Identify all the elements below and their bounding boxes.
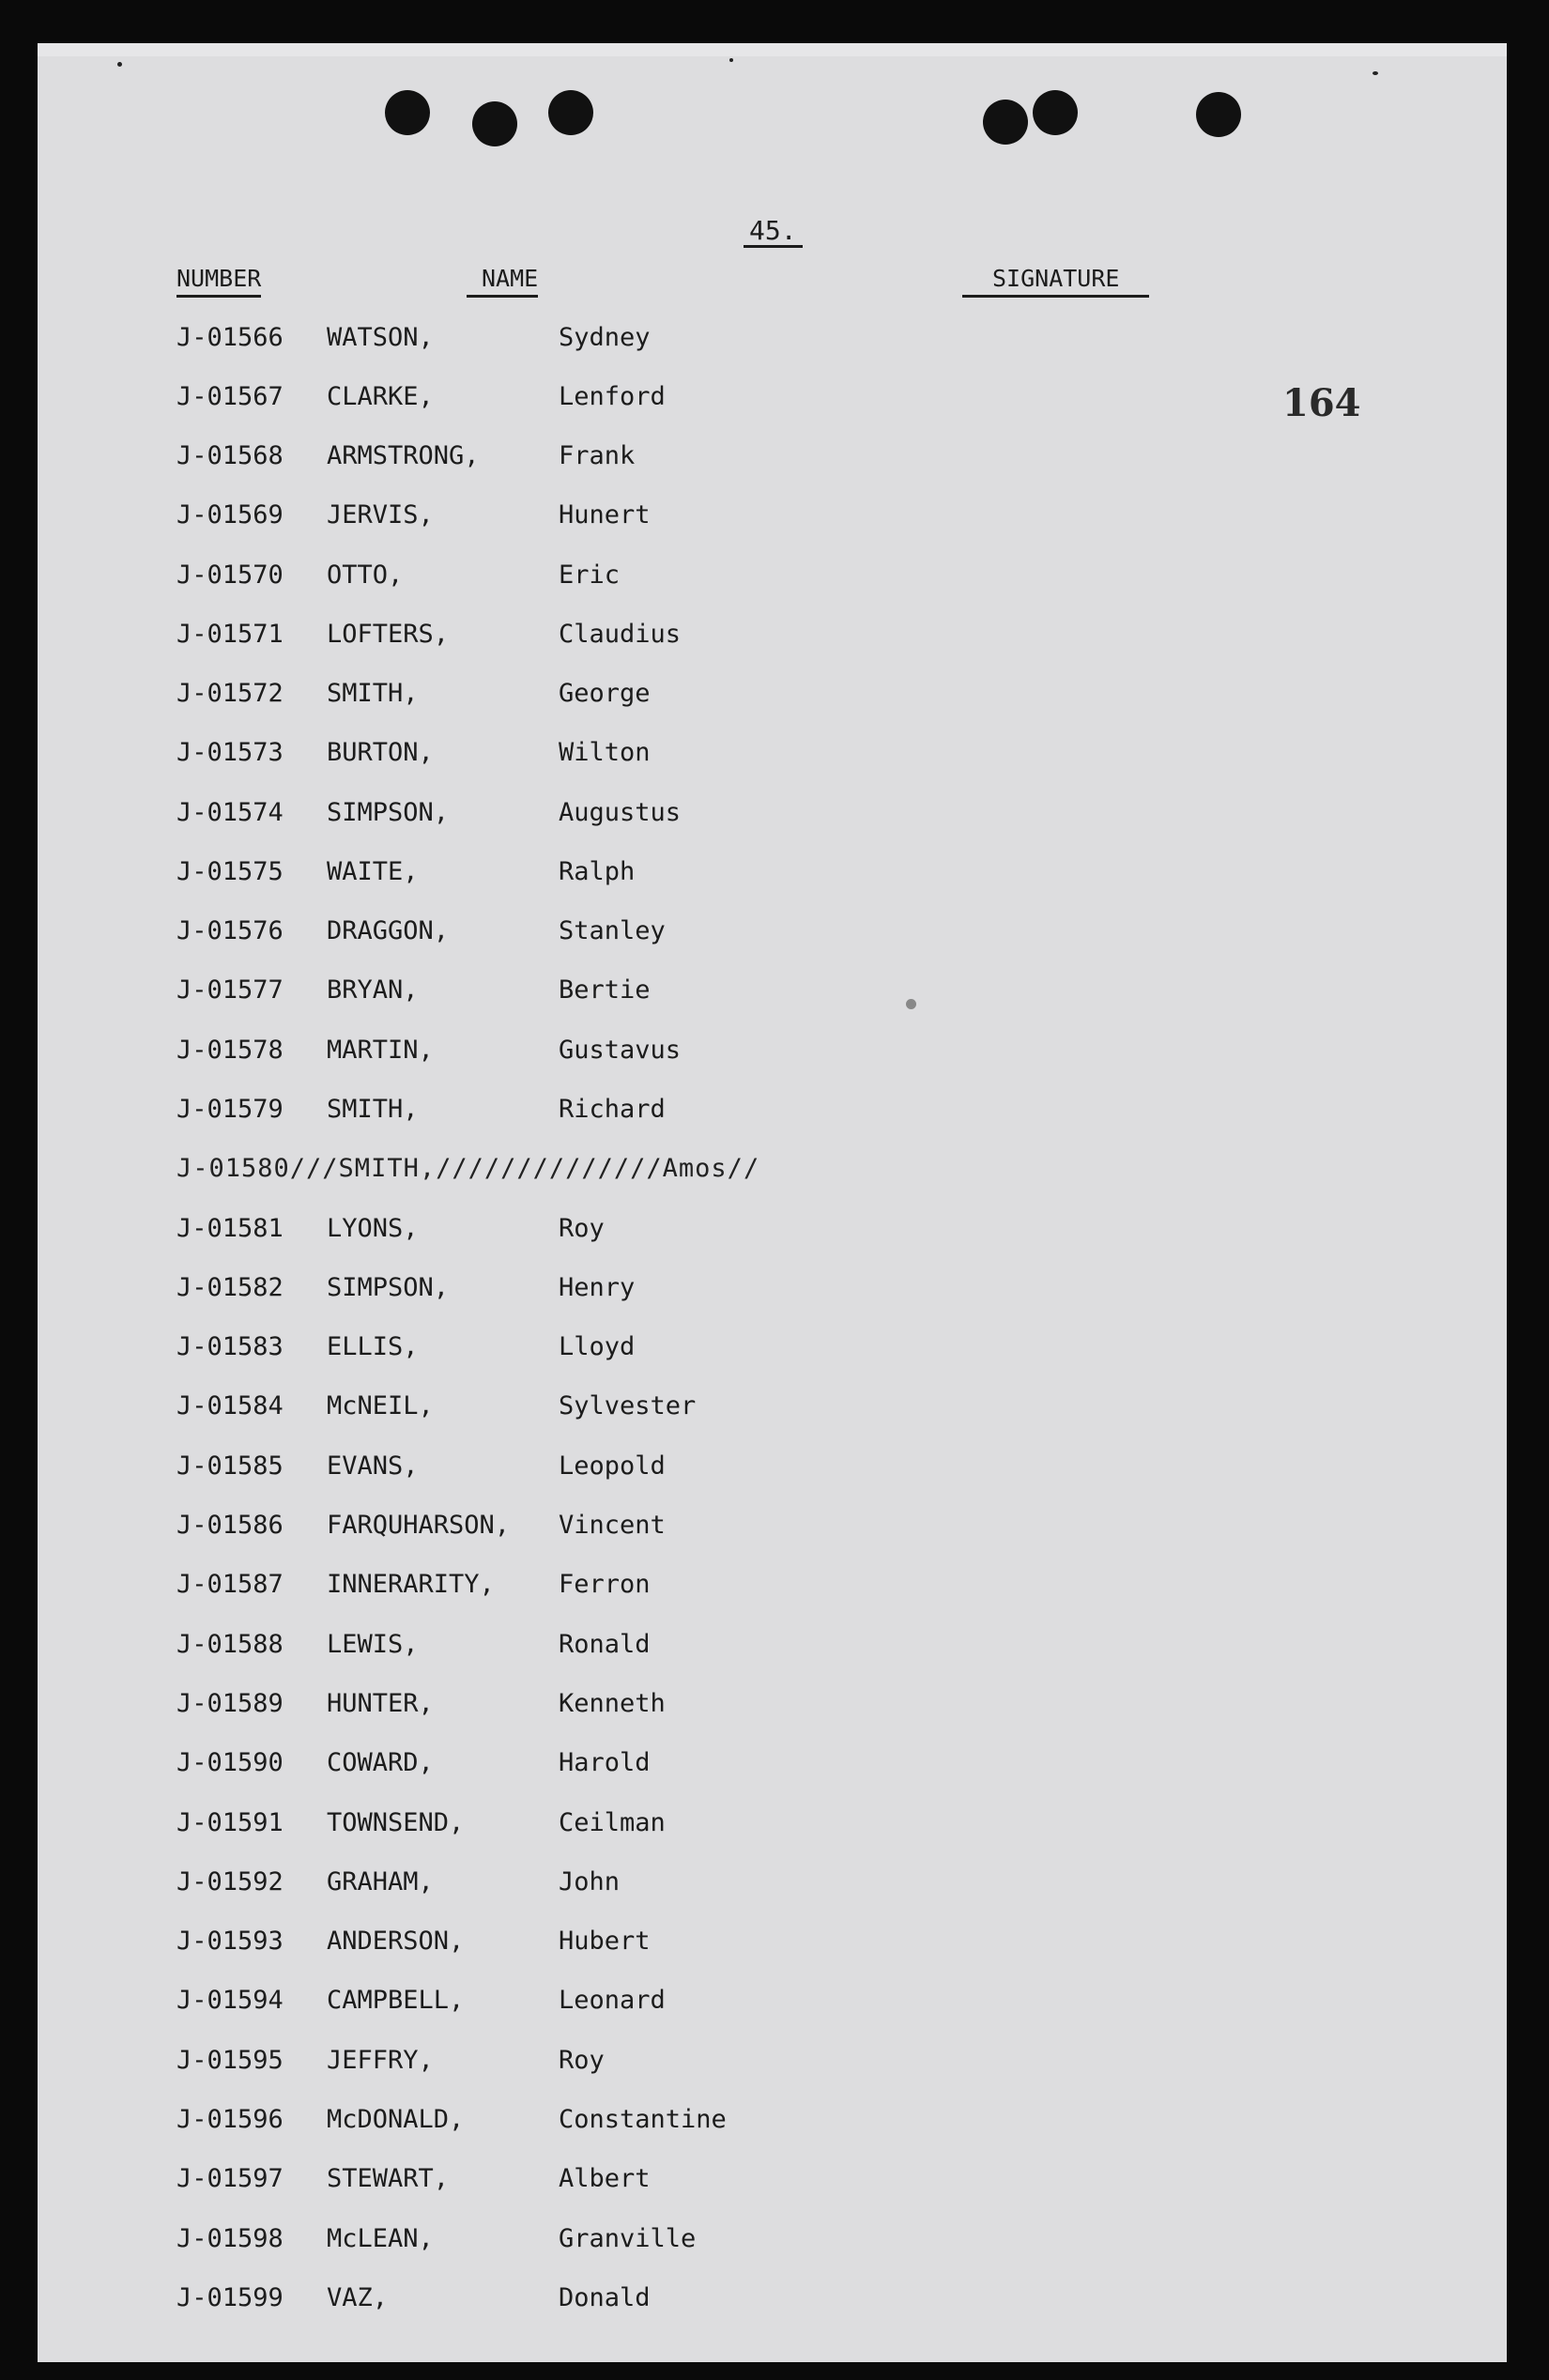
- list-item: [0, 1095, 1549, 1132]
- entry-given-name: Sylvester: [559, 1391, 697, 1420]
- entry-surname: INNERARITY,: [327, 1570, 495, 1599]
- list-item: [0, 2283, 1549, 2321]
- entry-given-name: Ceilman: [559, 1808, 666, 1837]
- list-item: [0, 323, 1549, 361]
- entry-given-name: Ralph: [559, 857, 636, 886]
- list-item: [0, 382, 1549, 420]
- entry-surname: ELLIS,: [327, 1332, 419, 1361]
- list-item: [0, 1332, 1549, 1370]
- entry-surname: LOFTERS,: [327, 620, 450, 649]
- entry-given-name: Vincent: [559, 1511, 666, 1540]
- entry-number: J-01577: [176, 975, 284, 1005]
- list-item: [0, 1214, 1549, 1251]
- list-item: [0, 1451, 1549, 1489]
- list-item: [0, 975, 1549, 1013]
- entry-number: J-01597: [176, 2164, 284, 2193]
- entry-number: J-01594: [176, 1986, 284, 2015]
- entry-surname: SMITH,: [327, 1095, 419, 1124]
- entry-surname: McDONALD,: [327, 2105, 465, 2134]
- list-item: [0, 2105, 1549, 2142]
- entry-number: J-01571: [176, 620, 284, 649]
- entry-surname: CAMPBELL,: [327, 1986, 465, 2015]
- entry-number: J-01595: [176, 2046, 284, 2075]
- entry-given-name: Hubert: [559, 1927, 651, 1956]
- list-item: [0, 2046, 1549, 2083]
- entry-number: J-01587: [176, 1570, 284, 1599]
- list-item: [0, 441, 1549, 479]
- entry-number: J-01570: [176, 560, 284, 590]
- entry-surname: STEWART,: [327, 2164, 450, 2193]
- list-item: [0, 1748, 1549, 1786]
- entry-surname: JEFFRY,: [327, 2046, 434, 2075]
- entry-number: J-01568: [176, 441, 284, 470]
- entry-given-name: Wilton: [559, 738, 651, 767]
- entry-number: J-01569: [176, 500, 284, 530]
- entry-number: J-01599: [176, 2283, 284, 2312]
- entry-surname: MARTIN,: [327, 1036, 434, 1065]
- entry-surname: EVANS,: [327, 1451, 419, 1481]
- entry-surname: VAZ,: [327, 2283, 389, 2312]
- entry-number: J-01589: [176, 1689, 284, 1718]
- entry-given-name: Lloyd: [559, 1332, 636, 1361]
- entry-number: J-01581: [176, 1214, 284, 1243]
- entry-surname: BRYAN,: [327, 975, 419, 1005]
- entry-surname: BURTON,: [327, 738, 434, 767]
- entry-surname: McLEAN,: [327, 2224, 434, 2253]
- entry-given-name: Claudius: [559, 620, 682, 649]
- list-item: [0, 738, 1549, 775]
- list-item: [0, 1273, 1549, 1311]
- entry-given-name: George: [559, 679, 651, 708]
- list-item: [0, 1867, 1549, 1905]
- entry-number: J-01573: [176, 738, 284, 767]
- list-item: [0, 916, 1549, 954]
- entry-surname: OTTO,: [327, 560, 404, 590]
- entry-given-name: Leopold: [559, 1451, 666, 1481]
- header-number: NUMBER: [176, 265, 261, 298]
- struck-list-item: [0, 1154, 1549, 1191]
- entry-given-name: Richard: [559, 1095, 666, 1124]
- entry-surname: HUNTER,: [327, 1689, 434, 1718]
- entry-surname: SIMPSON,: [327, 1273, 450, 1302]
- entry-given-name: Hunert: [559, 500, 651, 530]
- entry-given-name: Harold: [559, 1748, 651, 1777]
- entry-number: J-01598: [176, 2224, 284, 2253]
- list-item: [0, 1630, 1549, 1667]
- entry-number: J-01567: [176, 382, 284, 411]
- entry-surname: SMITH,: [327, 679, 419, 708]
- entry-number: J-01582: [176, 1273, 284, 1302]
- entry-number: J-01593: [176, 1927, 284, 1956]
- list-item: [0, 679, 1549, 716]
- entry-given-name: Bertie: [559, 975, 651, 1005]
- entry-given-name: Augustus: [559, 798, 682, 827]
- list-item: [0, 1511, 1549, 1548]
- entry-number: J-01566: [176, 323, 284, 352]
- entry-given-name: Roy: [559, 1214, 605, 1243]
- entry-given-name: Eric: [559, 560, 621, 590]
- entry-given-name: Roy: [559, 2046, 605, 2075]
- entry-surname: COWARD,: [327, 1748, 434, 1777]
- entry-given-name: Albert: [559, 2164, 651, 2193]
- list-item: [0, 620, 1549, 657]
- entry-number: J-01578: [176, 1036, 284, 1065]
- entry-given-name: Sydney: [559, 323, 651, 352]
- list-item: [0, 1986, 1549, 2023]
- entry-number: J-01579: [176, 1095, 284, 1124]
- entry-number: J-01588: [176, 1630, 284, 1659]
- list-item: [0, 1036, 1549, 1073]
- entry-given-name: Stanley: [559, 916, 666, 945]
- entry-number: J-01591: [176, 1808, 284, 1837]
- list-item: [0, 1808, 1549, 1846]
- entry-number: J-01586: [176, 1511, 284, 1540]
- entry-given-name: Leonard: [559, 1986, 666, 2015]
- header-name: NAME: [467, 265, 538, 298]
- entry-given-name: Granville: [559, 2224, 697, 2253]
- list-item: [0, 798, 1549, 836]
- entry-number: J-01583: [176, 1332, 284, 1361]
- entry-number: J-01590: [176, 1748, 284, 1777]
- entry-surname: WATSON,: [327, 323, 434, 352]
- entry-surname: ARMSTRONG,: [327, 441, 480, 470]
- entry-number: J-01585: [176, 1451, 284, 1481]
- entry-surname: SIMPSON,: [327, 798, 450, 827]
- stamp-number: 164: [1282, 381, 1361, 425]
- entry-surname: JERVIS,: [327, 500, 434, 530]
- entry-surname: CLARKE,: [327, 382, 434, 411]
- list-item: [0, 2164, 1549, 2202]
- entry-surname: FARQUHARSON,: [327, 1511, 511, 1540]
- list-item: [0, 1689, 1549, 1727]
- entry-given-name: Donald: [559, 2283, 651, 2312]
- list-item: [0, 500, 1549, 538]
- entry-given-name: John: [559, 1867, 621, 1896]
- page-number: 45.: [744, 218, 803, 248]
- entry-surname: ANDERSON,: [327, 1927, 465, 1956]
- entry-surname: GRAHAM,: [327, 1867, 434, 1896]
- entry-number: J-01592: [176, 1867, 284, 1896]
- entry-number: J-01584: [176, 1391, 284, 1420]
- header-signature: SIGNATURE: [962, 265, 1149, 298]
- entry-given-name: Henry: [559, 1273, 636, 1302]
- entry-surname: LEWIS,: [327, 1630, 419, 1659]
- entry-surname: McNEIL,: [327, 1391, 434, 1420]
- list-item: [0, 2224, 1549, 2262]
- entry-given-name: Lenford: [559, 382, 666, 411]
- entry-given-name: Constantine: [559, 2105, 727, 2134]
- entry-given-name: Ferron: [559, 1570, 651, 1599]
- entry-number: J-01576: [176, 916, 284, 945]
- list-item: [0, 857, 1549, 895]
- entry-number: J-01572: [176, 679, 284, 708]
- list-item: [0, 1570, 1549, 1607]
- entry-number: J-01596: [176, 2105, 284, 2134]
- entry-surname: TOWNSEND,: [327, 1808, 465, 1837]
- struck-entry-text: J-01580///SMITH,//////////////Amos//: [176, 1154, 760, 1183]
- list-item: [0, 560, 1549, 598]
- entry-given-name: Frank: [559, 441, 636, 470]
- entry-given-name: Kenneth: [559, 1689, 666, 1718]
- entry-number: J-01575: [176, 857, 284, 886]
- list-item: [0, 1927, 1549, 1964]
- entry-given-name: Gustavus: [559, 1036, 682, 1065]
- entry-surname: WAITE,: [327, 857, 419, 886]
- entry-number: J-01574: [176, 798, 284, 827]
- entry-surname: DRAGGON,: [327, 916, 450, 945]
- entry-surname: LYONS,: [327, 1214, 419, 1243]
- list-item: [0, 1391, 1549, 1429]
- entry-given-name: Ronald: [559, 1630, 651, 1659]
